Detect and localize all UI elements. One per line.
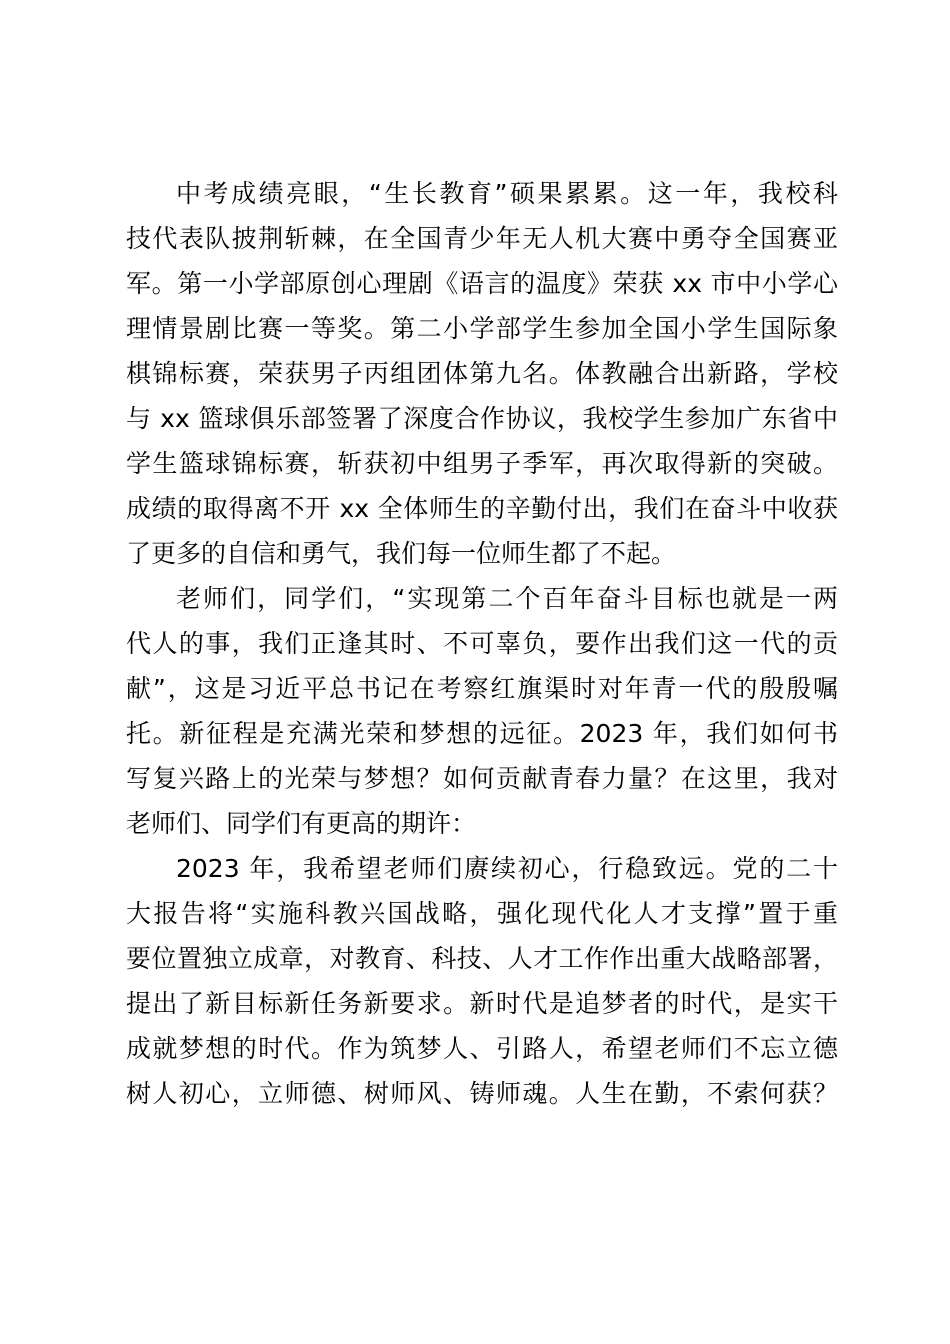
text-line: 树人初心，立师德、树师风、铸师魂。人生在勤，不索何获？: [126, 1079, 838, 1108]
body-text: [126, 171, 838, 1116]
text-line: 大报告将“实施科教兴国战略，强化现代化人才支撑”置于重: [126, 899, 838, 928]
text-line: 技代表队披荆斩棘，在全国青少年无人机大赛中勇夺全国赛亚: [126, 224, 838, 253]
text-line: 学生篮球锦标赛，斩获初中组男子季军，再次取得新的突破。: [126, 449, 838, 478]
text-line: 军。第一小学部原创心理剧《语言的温度》荣获 xx 市中小学心: [126, 269, 838, 298]
text-line: 棋锦标赛，荣获男子丙组团体第九名。体教融合出新路，学校: [126, 359, 838, 388]
text-line: 代人的事，我们正逢其时、不可辜负，要作出我们这一代的贡: [126, 629, 838, 658]
text-line: 托。新征程是充满光荣和梦想的远征。2023 年，我们如何书: [126, 719, 838, 748]
text-line: 成绩的取得离不开 xx 全体师生的辛勤付出，我们在奋斗中收获: [126, 494, 838, 523]
text-line: 老师们，同学们，“实现第二个百年奋斗目标也就是一两: [176, 584, 838, 613]
text-line: 写复兴路上的光荣与梦想？如何贡献青春力量？在这里，我对: [126, 764, 838, 793]
paragraph-achievements: [126, 171, 838, 576]
text-line: 要位置独立成章，对教育、科技、人才工作作出重大战略部署，: [126, 944, 838, 973]
text-line: 2023 年，我希望老师们赓续初心，行稳致远。党的二十: [176, 854, 838, 883]
text-line: 提出了新目标新任务新要求。新时代是追梦者的时代，是实干: [126, 989, 838, 1018]
text-line: 与 xx 篮球俱乐部签署了深度合作协议，我校学生参加广东省中: [126, 404, 838, 433]
text-line: 献”，这是习近平总书记在考察红旗渠时对年青一代的殷殷嘱: [126, 674, 838, 703]
text-line: 老师们、同学们有更高的期许：: [126, 809, 477, 838]
paragraph-teachers-hope: [126, 846, 838, 1116]
text-line: 理情景剧比赛一等奖。第二小学部学生参加全国小学生国际象: [126, 314, 838, 343]
paragraph-new-journey: [126, 576, 838, 846]
text-line: 中考成绩亮眼，“生长教育”硕果累累。这一年，我校科: [176, 179, 838, 208]
text-line: 了更多的自信和勇气，我们每一位师生都了不起。: [126, 539, 677, 568]
text-line: 成就梦想的时代。作为筑梦人、引路人，希望老师们不忘立德: [126, 1034, 838, 1063]
